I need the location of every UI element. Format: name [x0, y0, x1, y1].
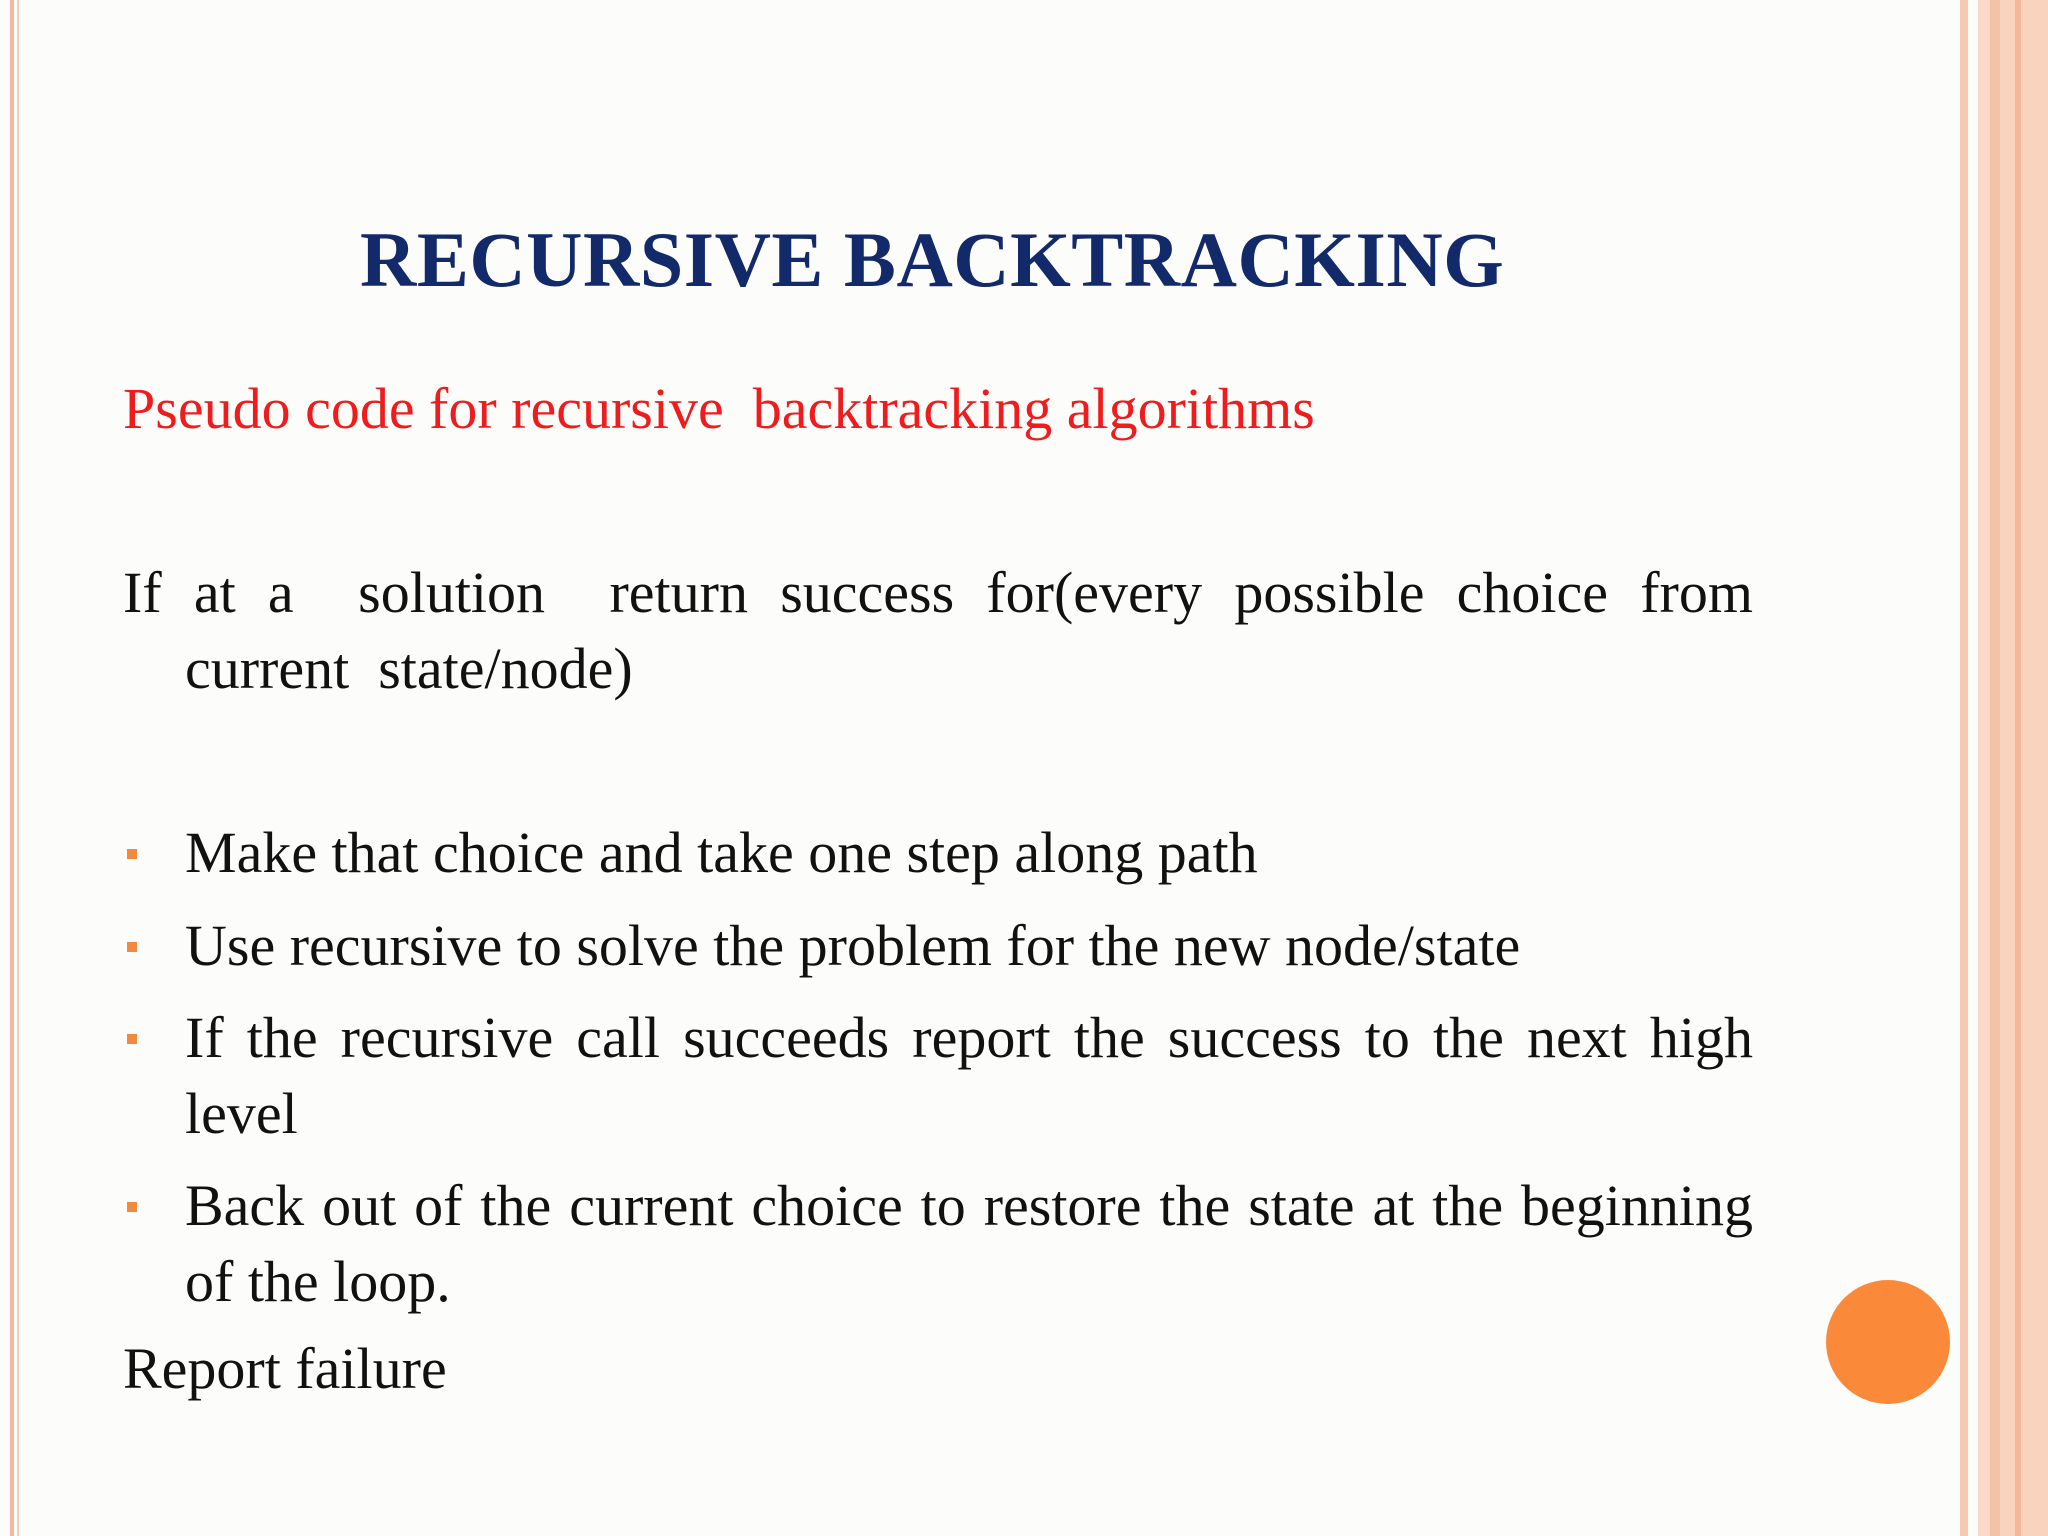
square-bullet-icon [127, 849, 137, 859]
bullet-list [123, 815, 1753, 1337]
bullet-text: Make that choice and take one step along path [185, 820, 1258, 885]
intro-line-2: current state/node) [185, 636, 633, 701]
intro-line-1: If at a solution return success for(every possible choice from [123, 560, 1753, 625]
square-bullet-icon [127, 1202, 137, 1212]
left-border-line-inner [17, 0, 19, 1536]
right-border-stripe [1978, 0, 1990, 1536]
closing-line: Report failure [123, 1336, 447, 1401]
bullet-item [123, 1168, 1753, 1320]
bullet-item [123, 815, 1753, 891]
bullet-text: Back out of the current choice to restore the state at the beginning of the loop. [185, 1173, 1753, 1314]
square-bullet-icon [127, 942, 137, 952]
right-border-stripe [1960, 0, 1968, 1536]
square-bullet-icon [127, 1034, 137, 1044]
right-border-stripe [2015, 0, 2021, 1536]
bullet-item [123, 1000, 1753, 1152]
slide-title: RECURSIVE BACKTRACKING [360, 216, 1505, 303]
left-border-line [10, 0, 14, 1536]
intro-paragraph [123, 555, 1753, 707]
orange-circle-decoration [1826, 1280, 1950, 1404]
bullet-text: Use recursive to solve the problem for the new node/state [185, 913, 1521, 978]
right-border-stripe [1990, 0, 2000, 1536]
slide-subtitle: Pseudo code for recursive backtracking algorithms [123, 376, 1315, 441]
bullet-item [123, 908, 1753, 984]
right-border-stripe [2000, 0, 2048, 1536]
bullet-text: If the recursive call succeeds report the success to the next high level [185, 1005, 1753, 1146]
